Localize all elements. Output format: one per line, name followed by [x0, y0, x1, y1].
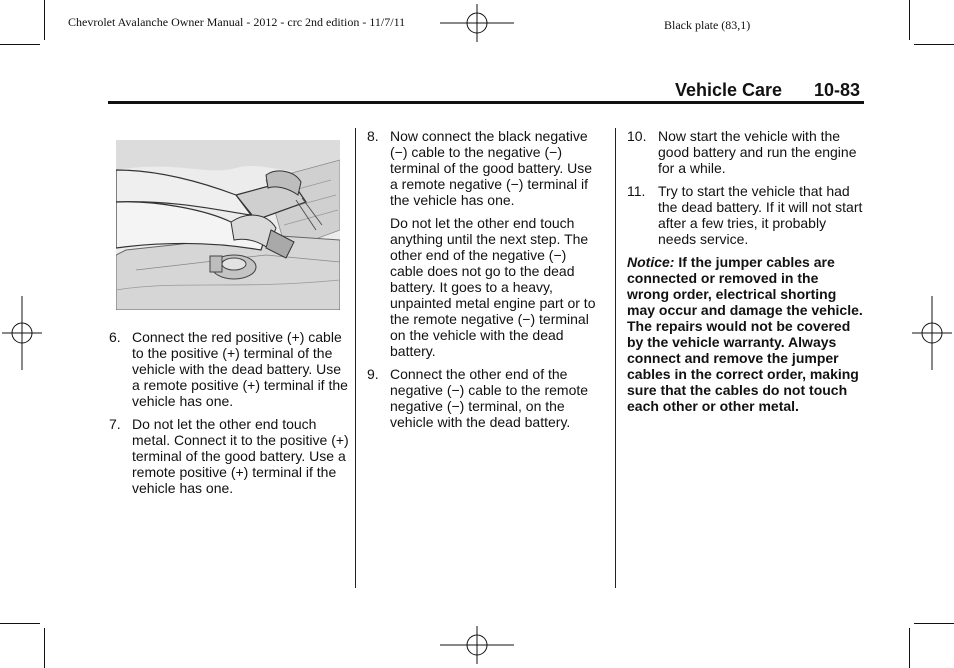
step-text: Try to start the vehicle that had the dead battery. If it will not start after a few tries, it probably needs service.: [658, 183, 863, 247]
instruction-step: [109, 329, 349, 409]
registration-mark-top: [440, 4, 514, 42]
column-divider: [355, 128, 356, 588]
registration-mark-left: [2, 296, 42, 370]
column-3: [627, 128, 863, 414]
header-rule: [108, 101, 864, 104]
notice-block: [627, 254, 863, 414]
step-number: 7.: [109, 416, 121, 432]
step-number: 10.: [627, 128, 647, 144]
crop-mark: [0, 44, 40, 45]
crop-mark: [909, 0, 910, 40]
step-number: 11.: [627, 183, 646, 199]
step-text: Do not let the other end touch metal. Connect it to the positive (+) terminal of the good battery. Use a remote positive (+) terminal if the vehicle has one.: [132, 416, 349, 496]
notice-label: Notice:: [627, 254, 675, 270]
step-number: 8.: [367, 128, 379, 144]
crop-mark: [914, 623, 954, 624]
step-text: Connect the red positive (+) cable to the positive (+) terminal of the vehicle with the dead battery. Use a remote positive (+) terminal if the vehicle has one.: [132, 329, 348, 409]
crop-mark: [44, 628, 45, 668]
step-number: 6.: [109, 329, 121, 345]
crop-mark: [909, 628, 910, 668]
column-divider: [615, 128, 616, 588]
registration-mark-right: [912, 296, 952, 370]
column-1: [109, 329, 349, 503]
slug-right: Black plate (83,1): [664, 18, 751, 32]
instruction-step: [627, 128, 863, 176]
slug-left: Chevrolet Avalanche Owner Manual - 2012 - crc 2nd edition - 11/7/11: [68, 15, 406, 29]
crop-mark: [0, 623, 40, 624]
instruction-step: [367, 128, 603, 208]
step-text: Connect the other end of the negative (−) cable to the remote negative (−) terminal, on the vehicle with the dead battery.: [390, 366, 589, 430]
crop-mark: [44, 0, 45, 40]
registration-mark-bottom: [440, 626, 514, 664]
column-2: [367, 128, 603, 437]
section-title: Vehicle Care: [675, 80, 783, 100]
instruction-step: [627, 183, 863, 247]
instruction-step: [367, 366, 603, 430]
jumper-cable-clamp-illustration: [116, 140, 340, 310]
step-number: 9.: [367, 366, 379, 382]
step-text: Now connect the black negative (−) cable to the negative (−) terminal of the good battery. Use a remote negative (−) terminal if the vehicle has one.: [390, 128, 593, 208]
step-text: Now start the vehicle with the good battery and run the engine for a while.: [658, 128, 857, 176]
instruction-step: [109, 416, 349, 496]
notice-text: If the jumper cables are connected or removed in the wrong order, electrical shorting may occur and damage the vehicle. The repairs would not be covered by the vehicle warranty. Always connect and remove the jumper cables in the correct order, making sure that the cables do not touch each other or other metal.: [627, 254, 863, 414]
step-sub-paragraph: Do not let the other end touch anything until the next step. The other end of the negative (−) cable does not go to the dead battery. It goes to a heavy, unpainted metal engine part or to the remote negative (−) terminal on the vehicle with the dead battery.: [390, 215, 596, 359]
crop-mark: [914, 44, 954, 45]
page-number: 10-83: [814, 80, 861, 100]
